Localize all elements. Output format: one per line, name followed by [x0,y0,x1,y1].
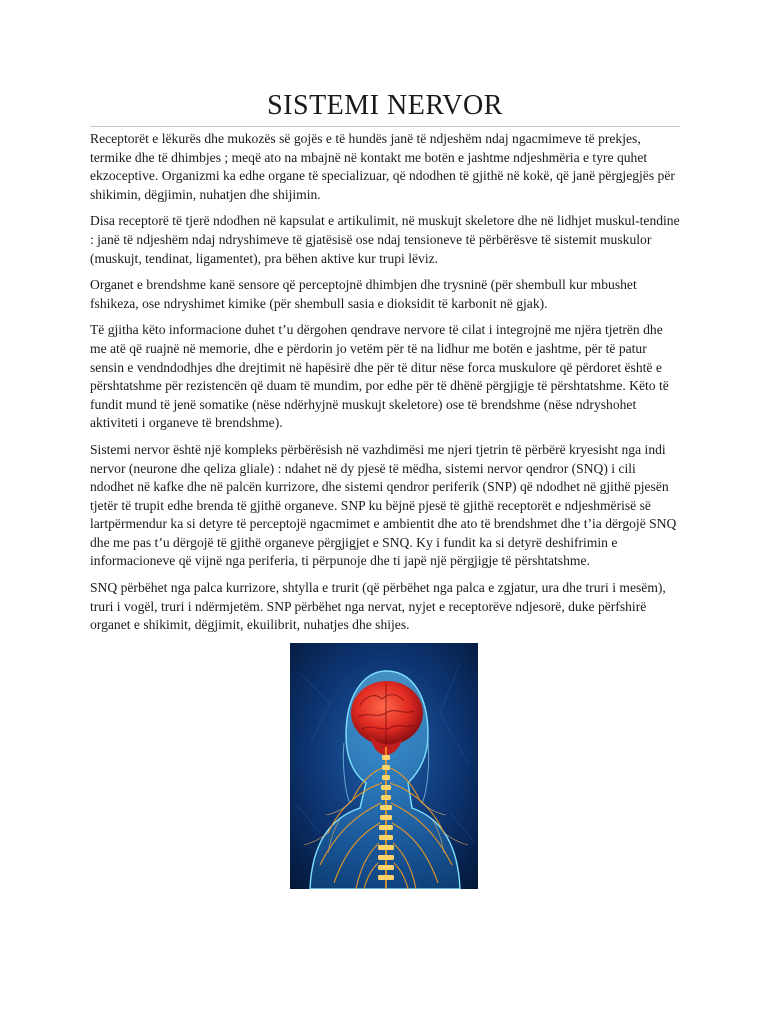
document-page [90,0,680,1024]
paragraph-proprioceptive: Disa receptorë të tjerë ndodhen në kapsulat e artikulimit, në muskujt skeletore dhe në lidhjet muskul-tendine : janë të ndjeshëm ndaj ndryshimeve të gjatësisë ose ndaj tensioneve të përbërësve të sistemit muskulor (muskujt, tendinat, ligamentet), pra bëhen aktive kur trupi lëviz. [90,213,680,266]
document-body [90,130,680,643]
paragraph-nervous-system-structure: Sistemi nervor është një kompleks përbërësish në vazhdimësi me njeri tjetrin të përbërë kryesisht nga indi nervor (neurone dhe qeliza gliale) : ndahet në dy pjesë të mëdha, sistemi nervor qendror (SNQ) i cili ndodhet në kafke dhe në palcën kurrizore, dhe sistemi qendror periferik (SNP) që ndodhet në gjithë pjesën tjetër të trupit edhe brenda të gjithë organeve. SNP ku bëjnë pjesë të gjithë receptorët e ndjeshmërisë së lartpërmendur ka si detyre të perceptojë ngacmimet e ambientit dhe ato të brendshmet dhe t’ia dërgojë SNQ dhe me pas t’u dërgojë të gjithë organeve përgjigjet e SNQ. Ky i fundit ka si detyrë deshifrimin e informacioneve që vijnë nga periferia, ti përpunoje dhe ti japë një përgjigje të përshtatshme. [90,441,677,569]
nervous-system-illustration [290,643,478,889]
paragraph-snq-snp-composition: SNQ përbëhet nga palca kurrizore, shtylla e trurit (që përbëhet nga palca e zgjatur, ura dhe truri i mesëm), truri i vogël, truri i ndërmjetëm. SNP përbëhet nga nervat, nyjet e receptorëve ndjesorë, duke përfshirë organet e shikimit, dëgjimit, ekuilibrit, nuhatjes dhe shijes. [90,580,666,633]
paragraph-internal-organs: Organet e brendshme kanë sensore që perceptojnë dhimbjen dhe trysninë (për shembull kur mbushet fshikeza, ose ndryshimet kimike (për shembull sasia e dioksidit të karbonit në gjak). [90,277,637,311]
paragraph-ekzoceptive: Receptorët e lëkurës dhe mukozës së gojës e të hundës janë të ndjeshëm ndaj ngacmimeve të prekjes, termike dhe të dhimbjes ; meqë ato na mbajnë në kontakt me botën e jashtme ndjeshmëria e tyre quhet ekzoceptive. Organizmi ka edhe organe të specializuar, që ndodhen të gjithë në kokë, që janë përgjegjës për shikimin, dëgjimin, nuhatjen dhe shijimin. [90,131,675,202]
page-title: SISTEMI NERVOR [267,90,503,121]
title-divider [90,126,680,127]
paragraph-nerve-centers: Të gjitha këto informacione duhet t’u dërgohen qendrave nervore të cilat i integrojnë me njëra tjetrën dhe me atë që ruajnë në memorie, dhe e përdorin jo vetëm për të na lidhur me botën e jashtme, për të patur sensin e vendndodhjes dhe drejtimit në hapësirë dhe për të ditur nëse forca muskulore që përdoret është e përshtatshme për rezistencën që duam të mundim, por edhe për të dhënë përgjigje të përshtatshme. Këto të fundit mund të jenë somatike (nëse ndërhyjnë muskujt skeletore) ose të brendshme (nëse ndryshohet aktiviteti i organeve të brendshme). [90,322,669,431]
